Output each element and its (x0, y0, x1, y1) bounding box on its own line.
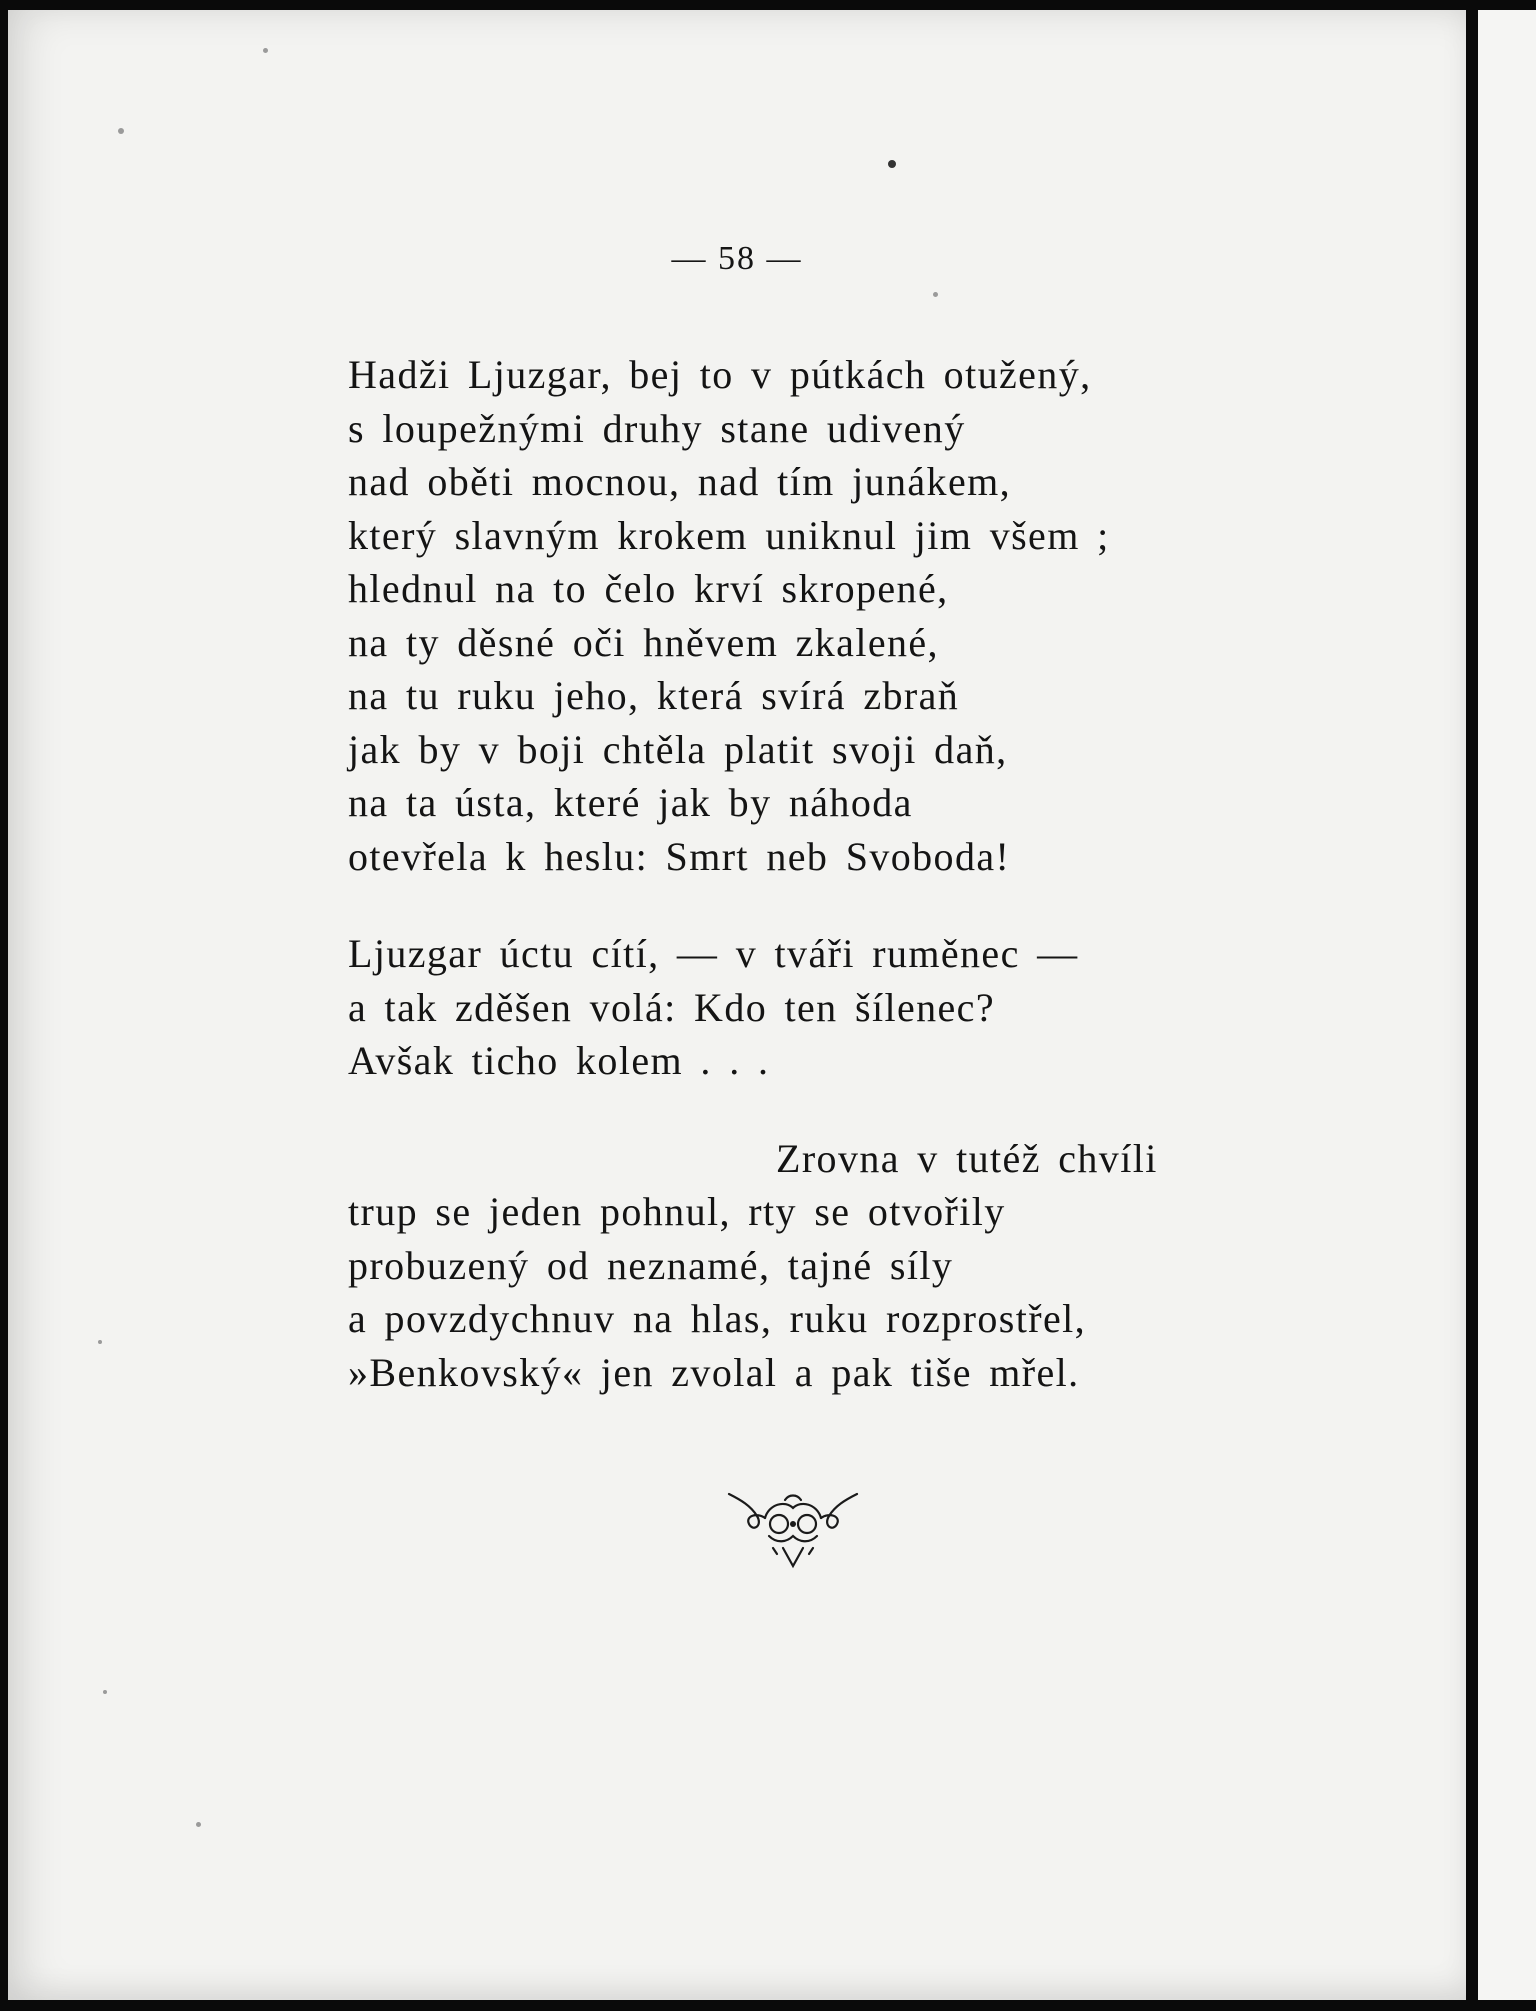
scan-speck (98, 1340, 102, 1344)
poem-line: Hadži Ljuzgar, bej to v pútkách otužený, (348, 352, 1092, 397)
poem-text (348, 348, 1158, 1399)
poem-line: Ljuzgar úctu cítí, — v tváři ruměnec — (348, 931, 1079, 976)
scan-speck (103, 1690, 107, 1694)
scan-speck (933, 292, 938, 297)
poem-line: s loupežnými druhy stane udivený (348, 405, 966, 451)
poem-line: jak by v boji chtěla platit svoji daň, (348, 726, 1008, 772)
book-page (8, 10, 1466, 2000)
poem-line: a tak zděšen volá: Kdo ten šílenec? (348, 984, 995, 1030)
poem-stanza-1 (348, 348, 1158, 883)
poem-line: na tu ruku jeho, která svírá zbraň (348, 673, 960, 718)
poem-line: Zrovna v tutéž chvíli (776, 1135, 1158, 1181)
poem-line: Avšak ticho kolem . . . (348, 1038, 770, 1083)
scan-speck (888, 160, 896, 168)
poem-line: probuzený od neznamé, tajné síly (348, 1242, 954, 1288)
poem-line: trup se jeden pohnul, rty se otvořily (348, 1189, 1006, 1234)
poem-stanza-2 (348, 927, 1158, 1088)
poem-line: a povzdychnuv na hlas, ruku rozprostřel, (348, 1296, 1087, 1341)
scan-speck (196, 1822, 201, 1827)
decorative-fleuron-icon (723, 1486, 863, 1576)
page-number: — 58 — (671, 240, 803, 277)
scan-speck (118, 128, 124, 134)
adjacent-page-edge (1478, 10, 1536, 2000)
poem-line: hlednul na to čelo krví skropené, (348, 566, 949, 611)
scan-speck (263, 48, 268, 53)
poem-stanza-3 (348, 1132, 1158, 1400)
poem-line: který slavným krokem uniknul jim všem ; (348, 512, 1110, 558)
poem-line: na ta ústa, které jak by náhoda (348, 780, 913, 825)
poem-line: nad oběti mocnou, nad tím junákem, (348, 459, 1012, 504)
poem-line: na ty děsné oči hněvem zkalené, (348, 619, 939, 665)
poem-line: »Benkovský« jen zvolal a pak tiše mřel. (348, 1349, 1080, 1395)
poem-line: otevřela k heslu: Smrt neb Svoboda! (348, 833, 1011, 879)
